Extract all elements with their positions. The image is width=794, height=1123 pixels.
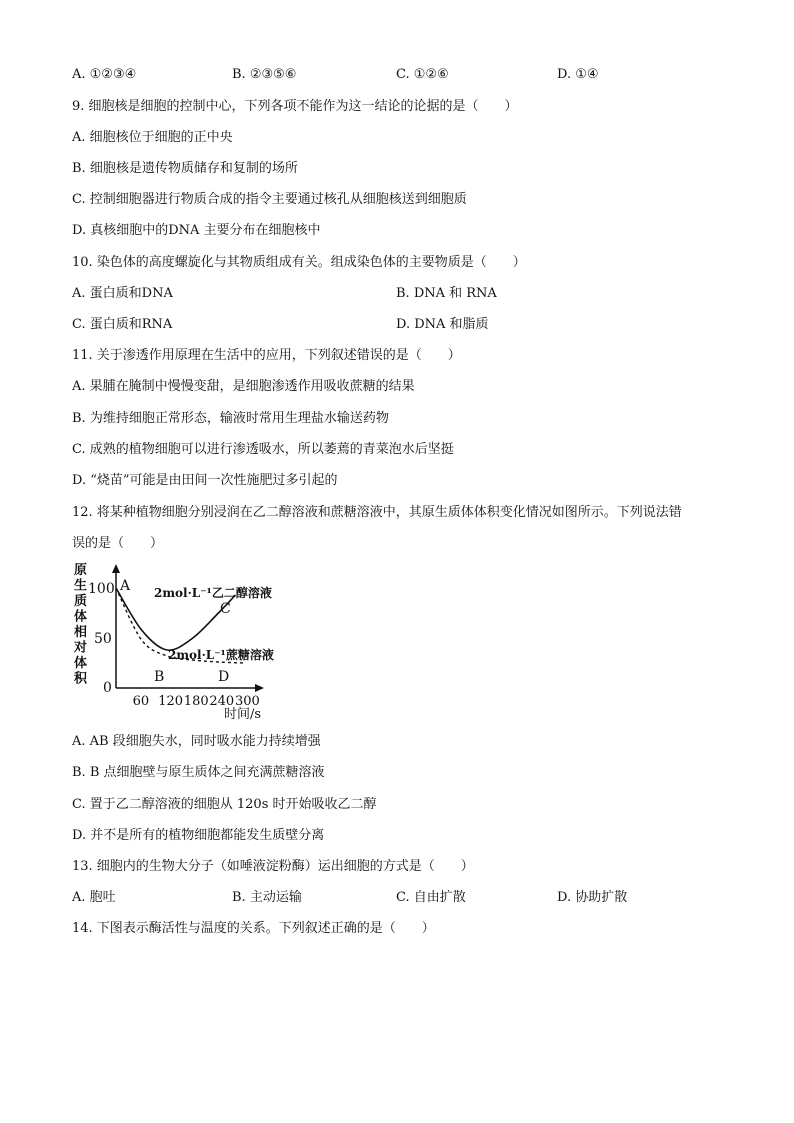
q11-stem: 11. 关于渗透作用原理在生活中的应用，下列叙述错误的是（ ） <box>72 348 461 363</box>
q11-option-b: B. 为维持细胞正常形态，输液时常用生理盐水输送药物 <box>72 411 389 426</box>
q10-option-d: D. DNA 和脂质 <box>396 317 489 332</box>
q13-option-b: B. 主动运输 <box>232 890 302 905</box>
y-label-char: 对 <box>74 640 88 656</box>
q13-stem: 13. 细胞内的生物大分子（如唾液淀粉酶）运出细胞的方式是（ ） <box>72 859 474 874</box>
q9-option-b: B. 细胞核是遗传物质储存和复制的场所 <box>72 161 298 176</box>
q12-volume-chart <box>68 560 288 720</box>
x-tick-label: 120 <box>158 694 184 709</box>
y-tick-label: 100 <box>88 581 115 597</box>
y-label-char: 体 <box>74 609 88 625</box>
q12-stem-line1: 12. 将某种植物细胞分别浸润在乙二醇溶液和蔗糖溶液中，其原生质体体积变化情况如图所示。下列说法错 <box>72 505 682 520</box>
y-label-char: 原 <box>74 563 88 578</box>
y-tick-labels <box>88 581 115 647</box>
y-label-char: 积 <box>74 671 88 687</box>
x-origin-label: 0 <box>103 680 112 696</box>
q8-option-d: D. ①④ <box>557 67 599 82</box>
q9-stem: 9. 细胞核是细胞的控制中心，下列各项不能作为这一结论的论据的是（ ） <box>72 99 518 114</box>
q13-option-a: A. 胞吐 <box>72 890 116 905</box>
point-label-d: D <box>218 669 230 685</box>
y-tick-label: 50 <box>94 631 112 647</box>
ethylene-glycol-series-label: 2mol·L⁻¹乙二醇溶液 <box>154 586 272 600</box>
x-axis-arrow <box>255 684 264 692</box>
x-tick-label: 300 <box>235 694 260 709</box>
x-tick-label: 180 <box>183 694 209 709</box>
point-label-a: A <box>120 578 131 594</box>
q12-option-c: C. 置于乙二醇溶液的细胞从 120s 时开始吸收乙二醇 <box>72 797 377 812</box>
q12-option-a: A. AB 段细胞失水，同时吸水能力持续增强 <box>72 734 321 749</box>
q12-option-d: D. 并不是所有的植物细胞都能发生质壁分离 <box>72 828 325 843</box>
q12-stem-line2: 误的是（ ） <box>72 536 164 551</box>
q10-option-c: C. 蛋白质和RNA <box>72 317 173 332</box>
q8-option-a: A. ①②③④ <box>72 67 137 82</box>
q11-option-d: D. “烧苗”可能是由田间一次性施肥过多引起的 <box>72 473 338 488</box>
q11-option-a: A. 果脯在腌制中慢慢变甜，是细胞渗透作用吸收蔗糖的结果 <box>72 379 415 394</box>
y-axis-arrow <box>112 564 120 573</box>
q9-option-c: C. 控制细胞器进行物质合成的指令主要通过核孔从细胞核送到细胞质 <box>72 192 467 207</box>
x-axis-label: 时间/s <box>224 707 262 720</box>
y-label-char: 生 <box>74 578 88 594</box>
y-label-char: 质 <box>74 594 88 609</box>
q11-option-c: C. 成熟的植物细胞可以进行渗透吸水，所以萎蔫的青菜泡水后坚挺 <box>72 442 454 457</box>
q10-option-b: B. DNA 和 RNA <box>396 286 497 301</box>
x-tick-label: 240 <box>209 694 235 709</box>
y-label-char: 相 <box>74 625 88 640</box>
q10-stem: 10. 染色体的高度螺旋化与其物质组成有关。组成染色体的主要物质是（ ） <box>72 255 526 270</box>
q8-option-c: C. ①②⑥ <box>396 67 449 82</box>
q14-stem: 14. 下图表示酶活性与温度的关系。下列叙述正确的是（ ） <box>72 921 435 936</box>
q13-option-d: D. 协助扩散 <box>557 890 628 905</box>
y-label-char: 体 <box>74 656 88 671</box>
point-label-c: C <box>220 601 231 617</box>
x-tick-label: 60 <box>132 694 150 709</box>
q8-option-b: B. ②③⑤⑥ <box>232 67 297 82</box>
y-axis-label <box>73 562 88 687</box>
q12-option-b: B. B 点细胞壁与原生质体之间充满蔗糖溶液 <box>72 765 325 780</box>
q9-option-a: A. 细胞核位于细胞的正中央 <box>72 130 233 145</box>
point-label-b: B <box>154 669 165 685</box>
q9-option-d: D. 真核细胞中的DNA 主要分布在细胞核中 <box>72 223 321 238</box>
q10-option-a: A. 蛋白质和DNA <box>72 286 173 301</box>
sucrose-series-label: 2mol·L⁻¹蔗糖溶液 <box>168 648 274 662</box>
q13-option-c: C. 自由扩散 <box>396 890 466 905</box>
